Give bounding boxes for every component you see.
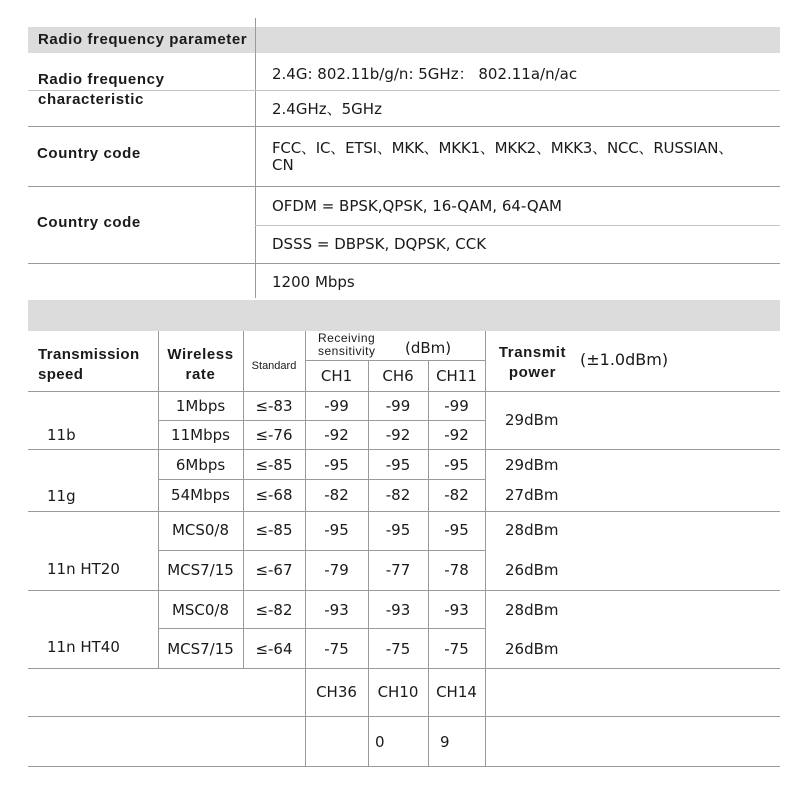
cell-ch6: -75: [385, 640, 411, 658]
power-ht20-mcs0: 28dBm: [505, 521, 559, 539]
group-11g: 11g: [47, 487, 76, 505]
cell-ch11: -93: [444, 601, 469, 619]
country-code-value-cont: CN: [272, 156, 294, 174]
cell-standard: ≤-67: [255, 561, 293, 579]
power-11b: 29dBm: [505, 411, 559, 429]
cell-ch11: -95: [444, 521, 469, 539]
cell-rate: 1Mbps: [175, 397, 226, 415]
footer-ch36: CH36: [316, 683, 357, 701]
divider: [158, 550, 485, 551]
divider: [28, 126, 780, 127]
cell-ch11: -95: [444, 456, 469, 474]
divider: [28, 263, 780, 264]
cell-standard: ≤-76: [255, 426, 293, 444]
header-dbm: (dBm): [405, 339, 452, 357]
cell-ch11: -92: [444, 426, 469, 444]
footer-val-ch14: 9: [440, 733, 450, 751]
divider: [28, 766, 780, 767]
divider: [28, 391, 780, 392]
power-ht20-mcs7: 26dBm: [505, 561, 559, 579]
cell-standard: ≤-83: [255, 397, 293, 415]
power-ht40-msc0: 28dBm: [505, 601, 559, 619]
divider: [28, 590, 780, 591]
dsss-value: DSSS = DBPSK, DQPSK, CCK: [272, 235, 487, 253]
header-ch1: CH1: [320, 367, 353, 385]
cell-ch6: -92: [385, 426, 411, 444]
cell-rate: MCS7/15: [167, 561, 234, 579]
power-ht40-mcs7: 26dBm: [505, 640, 559, 658]
rf-characteristic-label: Radio frequency characteristic: [38, 71, 165, 108]
divider: [255, 225, 780, 226]
power-11g-54mbps: 27dBm: [505, 486, 559, 504]
rf-value-bands: 2.4G: 802.11b/g/n: 5GHz： 802.11a/n/ac: [272, 65, 578, 83]
divider: [255, 18, 256, 298]
cell-ch11: -82: [444, 486, 469, 504]
header-standard: Standard: [251, 360, 297, 372]
rf-value-frequencies: 2.4GHz、5GHz: [272, 100, 382, 118]
cell-ch1: -99: [324, 397, 349, 415]
header-ch6: CH6: [382, 367, 414, 385]
cell-ch1: -95: [324, 456, 349, 474]
cell-ch6: -82: [385, 486, 411, 504]
cell-rate: 11Mbps: [171, 426, 230, 444]
divider: [28, 449, 780, 450]
header-transmission-speed: Transmission speed: [38, 346, 140, 383]
cell-rate: 6Mbps: [175, 456, 226, 474]
header-ch11: CH11: [436, 367, 477, 385]
cell-ch6: -99: [385, 397, 411, 415]
divider: [305, 360, 485, 361]
header-wireless-rate: Wireless rate: [167, 346, 234, 383]
cell-ch1: -75: [324, 640, 349, 658]
cell-ch1: -82: [324, 486, 349, 504]
footer-ch14: CH14: [436, 683, 477, 701]
cell-rate: MSC0/8: [171, 601, 230, 619]
header-receiving-sensitivity: Receiving sensitivity: [318, 331, 376, 358]
cell-ch11: -99: [444, 397, 469, 415]
cell-rate: MCS0/8: [171, 521, 230, 539]
cell-ch1: -79: [324, 561, 349, 579]
cell-standard: ≤-68: [255, 486, 293, 504]
cell-ch6: -95: [385, 456, 411, 474]
cell-ch11: -75: [444, 640, 469, 658]
divider: [485, 331, 486, 767]
cell-ch1: -92: [324, 426, 349, 444]
footer-ch10: CH10: [377, 683, 419, 701]
divider: [28, 716, 780, 717]
group-11n-ht20: 11n HT20: [47, 560, 120, 578]
section-band: [28, 300, 780, 331]
cell-standard: ≤-64: [255, 640, 293, 658]
divider: [28, 668, 780, 669]
header-transmit-power: Transmit power: [498, 344, 567, 381]
cell-rate: 54Mbps: [171, 486, 230, 504]
cell-rate: MCS7/15: [167, 640, 234, 658]
cell-standard: ≤-82: [255, 601, 293, 619]
section-title: Radio frequency parameter: [38, 31, 248, 48]
cell-ch1: -95: [324, 521, 349, 539]
divider: [158, 420, 485, 421]
divider: [158, 628, 485, 629]
country-code-value: FCC、IC、ETSI、MKK、MKK1、MKK2、MKK3、NCC、RUSSIAN、: [272, 139, 734, 157]
max-rate-value: 1200 Mbps: [272, 273, 355, 291]
cell-ch11: -78: [444, 561, 469, 579]
group-11b: 11b: [47, 426, 76, 444]
divider: [28, 511, 780, 512]
cell-ch6: -77: [385, 561, 411, 579]
group-11n-ht40: 11n HT40: [47, 638, 120, 656]
modulation-label: Country code: [37, 214, 141, 231]
header-tolerance: (±1.0dBm): [580, 350, 669, 369]
footer-val-ch10: 0: [375, 733, 385, 751]
ofdm-value: OFDM = BPSK,QPSK, 16-QAM, 64-QAM: [272, 197, 562, 215]
cell-standard: ≤-85: [255, 456, 293, 474]
cell-ch6: -95: [385, 521, 411, 539]
cell-ch1: -93: [324, 601, 349, 619]
cell-ch6: -93: [385, 601, 411, 619]
divider: [158, 479, 485, 480]
country-code-label: Country code: [37, 145, 141, 162]
cell-standard: ≤-85: [255, 521, 293, 539]
power-11g-6mbps: 29dBm: [505, 456, 559, 474]
divider: [28, 186, 780, 187]
